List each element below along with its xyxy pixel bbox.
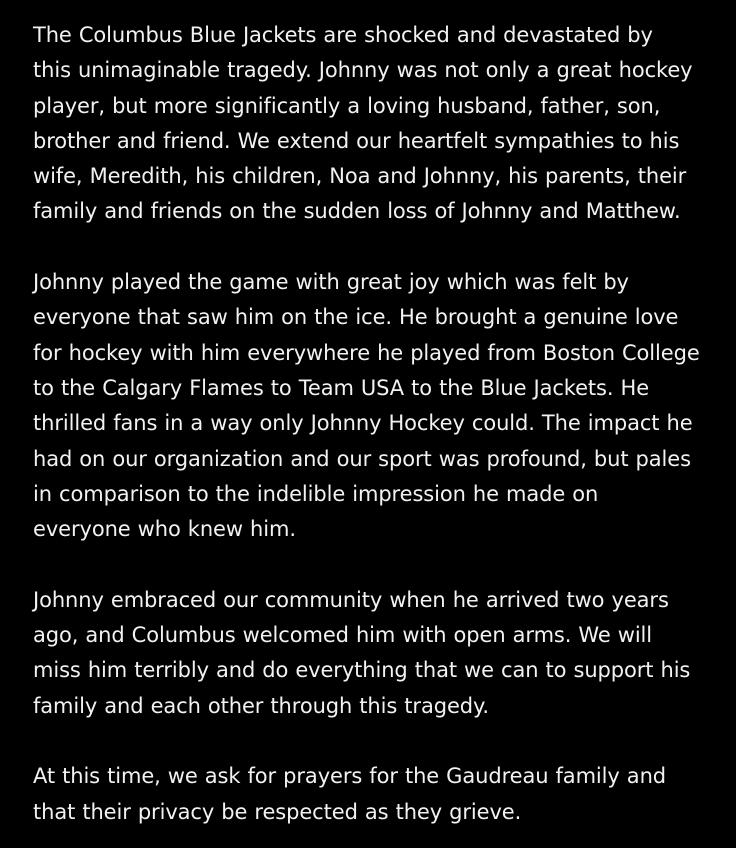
paragraph-2 — [33, 265, 723, 547]
paragraph-4 — [33, 759, 723, 830]
text-line: player, but more significantly a loving husband, father, son, — [33, 93, 661, 118]
text-line: everyone who knew him. — [33, 517, 296, 542]
text-line: everyone that saw him on the ice. He brought a genuine love — [33, 305, 679, 330]
paragraph-3 — [33, 583, 723, 724]
paragraph-1 — [33, 18, 723, 230]
text-line: ago, and Columbus welcomed him with open arms. We will — [33, 623, 653, 648]
text-line: this unimaginable tragedy. Johnny was not only a great hockey — [33, 58, 693, 83]
text-line: family and each other through this tragedy. — [33, 693, 489, 718]
text-line: in comparison to the indelible impression he made on — [33, 481, 599, 506]
text-line: The Columbus Blue Jackets are shocked and devastated by — [33, 23, 653, 47]
text-line: family and friends on the sudden loss of Johnny and Matthew. — [33, 199, 681, 224]
text-line: Johnny embraced our community when he arrived two years — [33, 587, 669, 612]
text-line: had on our organization and our sport was profound, but pales — [33, 446, 691, 471]
text-line: to the Calgary Flames to Team USA to the Blue Jackets. He — [33, 375, 650, 400]
text-line: At this time, we ask for prayers for the Gaudreau family and — [33, 764, 667, 789]
text-line: brother and friend. We extend our heartfelt sympathies to his — [33, 128, 680, 153]
text-line: wife, Meredith, his children, Noa and Johnny, his parents, their — [33, 164, 687, 189]
text-line: Johnny played the game with great joy which was felt by — [33, 270, 629, 295]
text-line: miss him terribly and do everything that we can to support his — [33, 658, 691, 683]
text-line: thrilled fans in a way only Johnny Hockey could. The impact he — [33, 411, 693, 436]
text-line: that their privacy be respected as they grieve. — [33, 799, 522, 824]
text-line: for hockey with him everywhere he played from Boston College — [33, 340, 700, 365]
statement-text — [33, 18, 723, 830]
